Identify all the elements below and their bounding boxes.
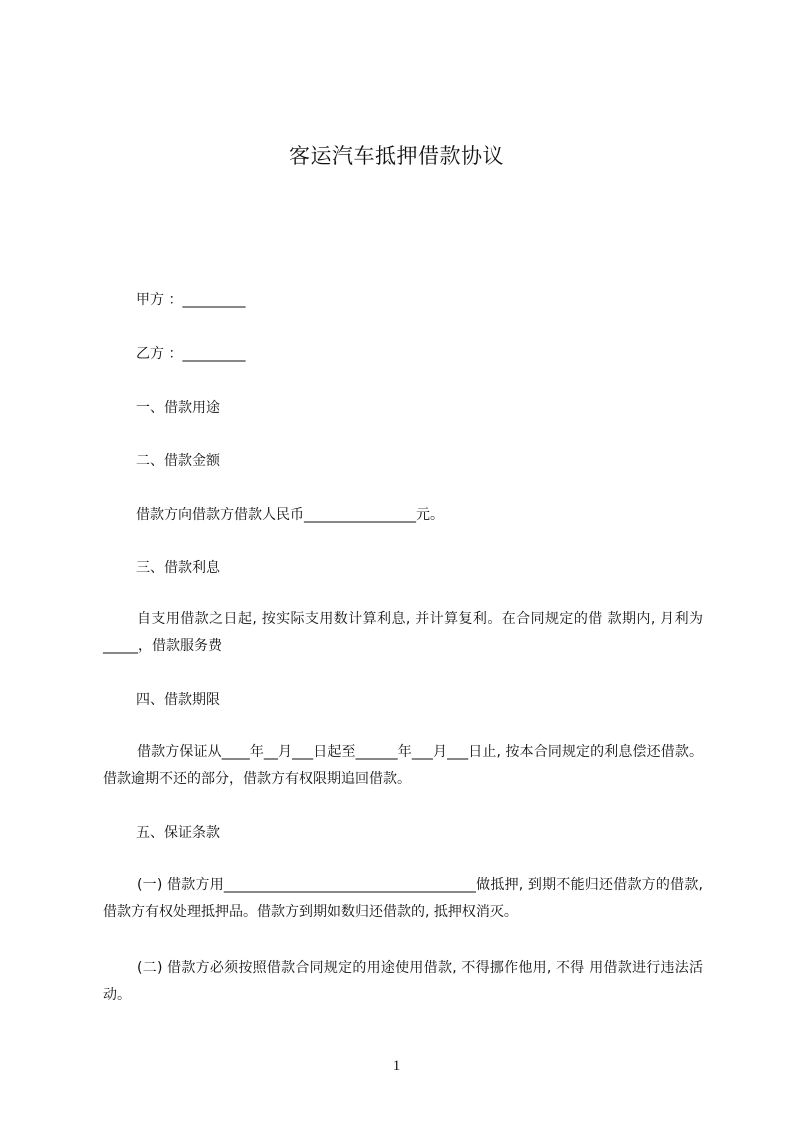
section-4-body: 借款方保证从____年__月___日起至______年___月___日止, 按本合同规定的利息偿还借款。借款逾期不还的部分，借款方有权限期追回借款。 <box>103 744 703 787</box>
section-2-body: 借款方向借款方借款人民币________________元。 <box>136 507 444 523</box>
guarantee-clause-2: (二) 借款方必须按照借款合同规定的用途使用借款, 不得挪作他用, 不得 用借款进行违法活动。 <box>103 960 703 1003</box>
party-b-line: 乙方 ：_________ <box>136 346 246 362</box>
party-a-line: 甲方 ：_________ <box>136 292 246 308</box>
section-3-body: 自支用借款之日起, 按实际支用数计算利息, 并计算复利。在合同规定的借 款期内, 月利为_____，借款服务费 <box>103 611 703 654</box>
section-4-heading: 四、借款期限 <box>136 692 220 708</box>
section-3-heading: 三、借款利息 <box>136 560 220 576</box>
guarantee-clause-1: (一) 借款方用____________________________________做抵押, 到期不能归还借款方的借款, 借款方有权处理抵押品。借款方到期如数归还借款的, 抵押权消灭。 <box>103 877 703 920</box>
page-number: 1 <box>392 1058 401 1074</box>
section-1-heading: 一、借款用途 <box>136 400 220 416</box>
section-2-heading: 二、借款金额 <box>136 453 220 469</box>
document-title: 客运汽车抵押借款协议 <box>289 144 504 168</box>
section-5-heading: 五、保证条款 <box>136 825 220 841</box>
